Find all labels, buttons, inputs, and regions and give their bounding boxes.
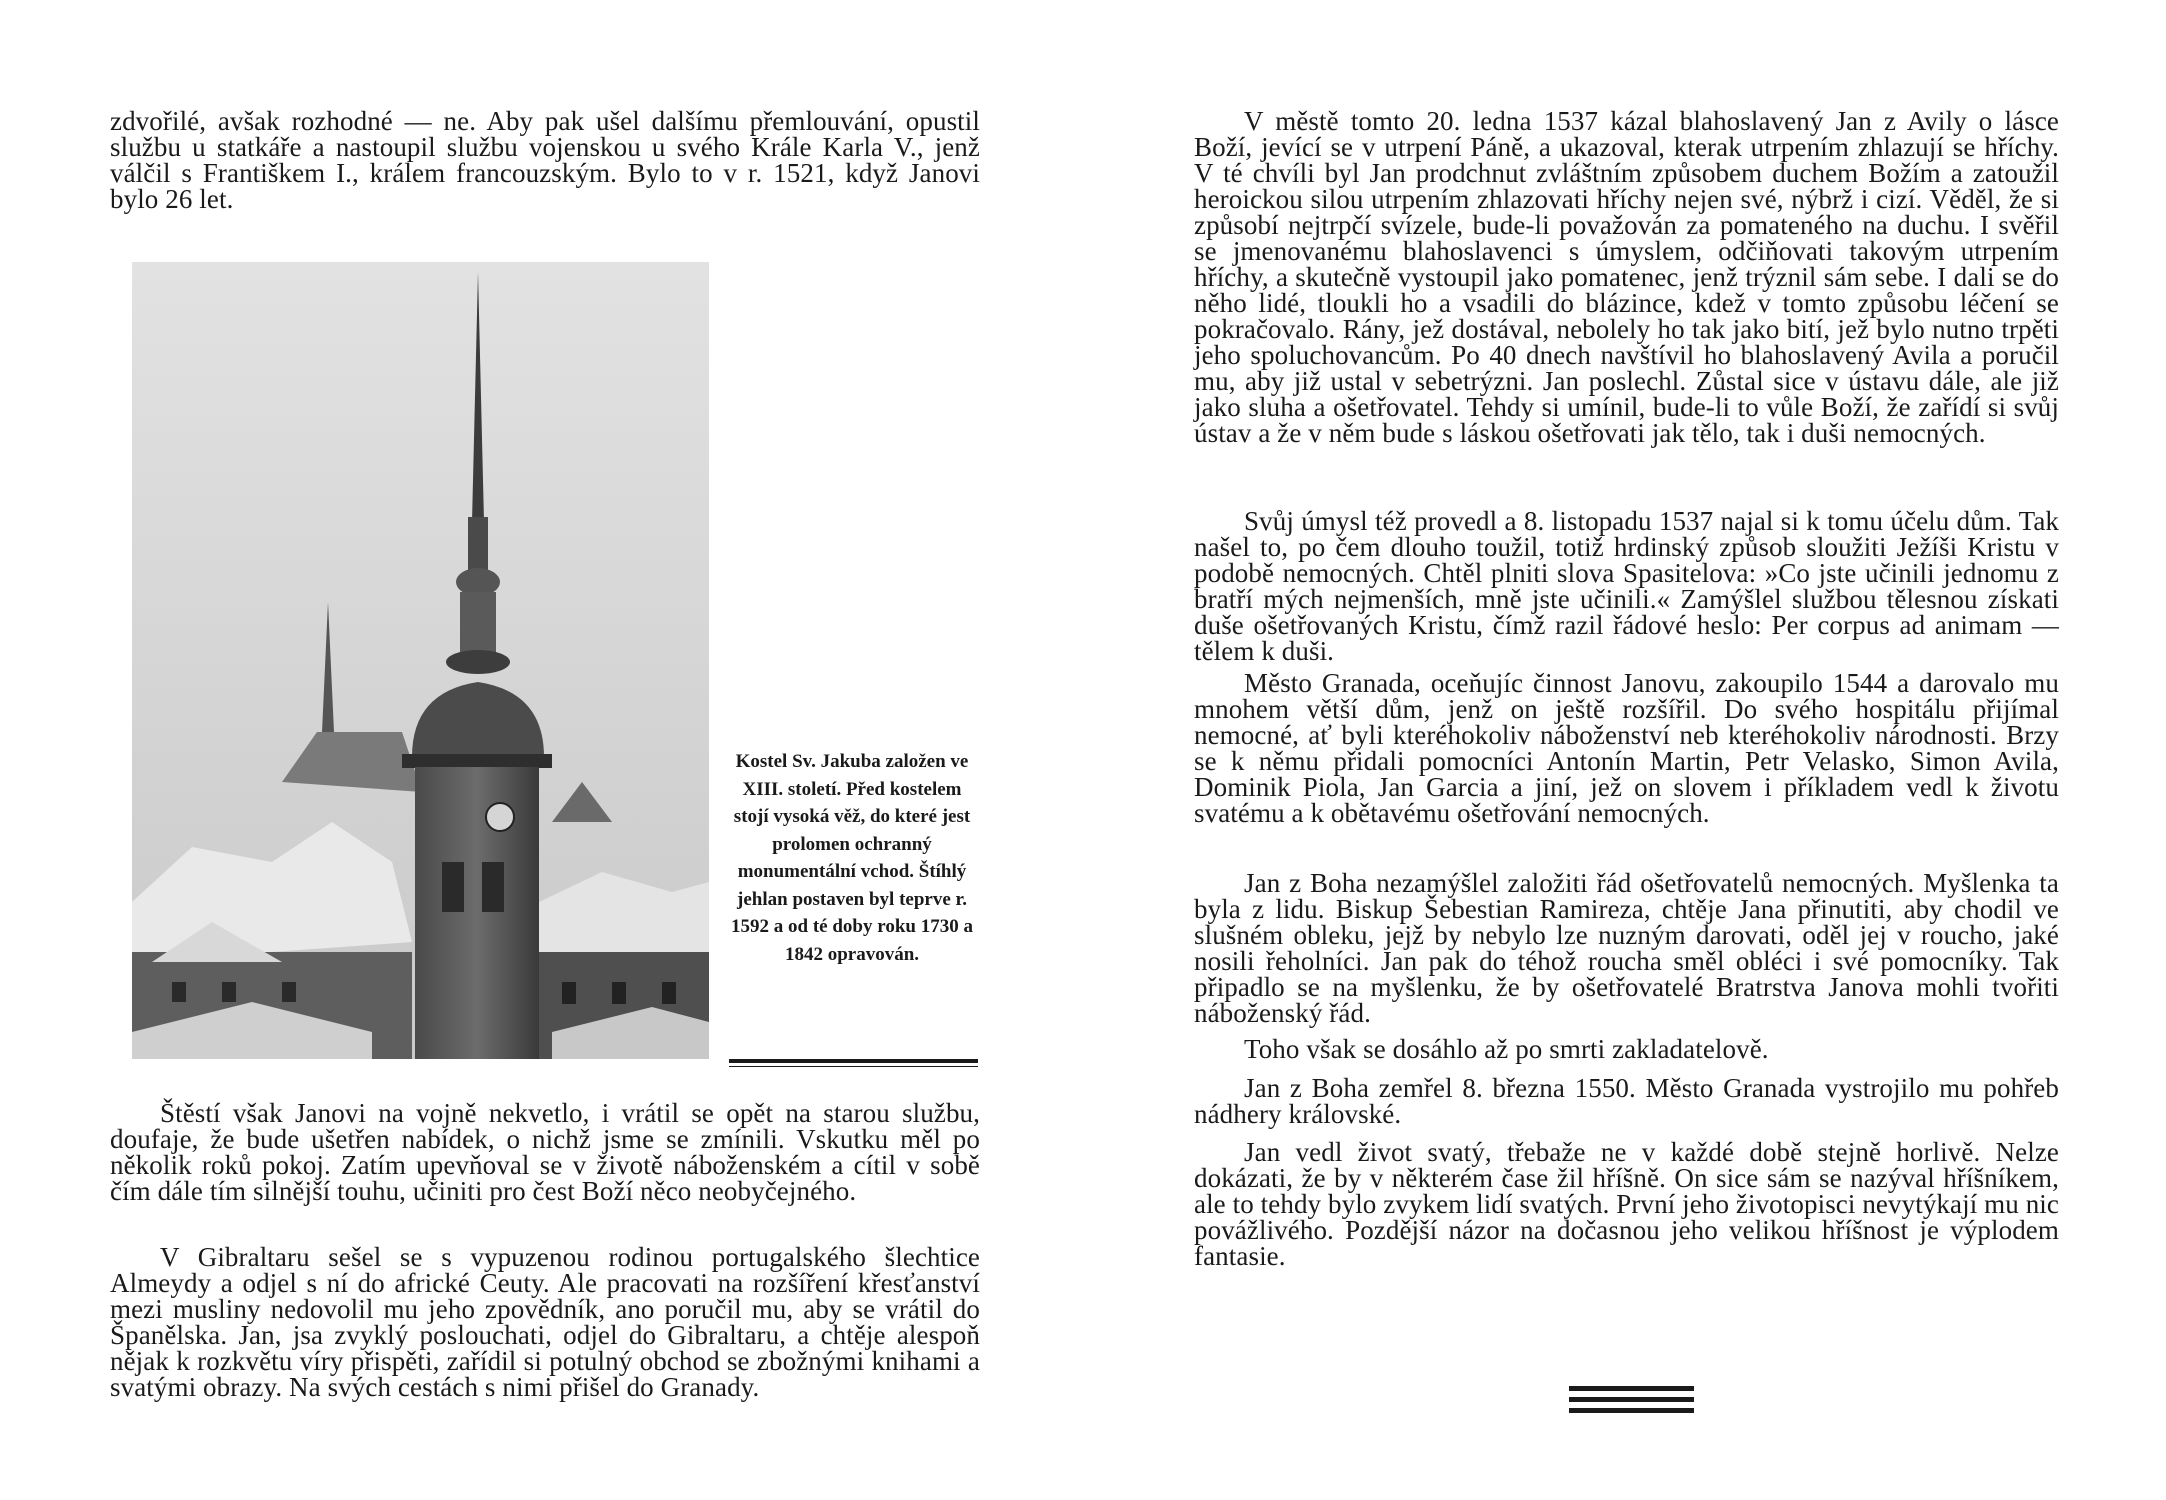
paragraph: Jan z Boha nezamýšlel založiti řád ošetřovatelů nemocných. Myšlenka ta byla z lidu. Biskup Šebestian Ramireza, chtěje Jana přinutiti, aby chodil ve slušném obleku, jejž by nebylo lze nuzným darovati, oděl jej v roucho, jaké nosili řeholníci. Jan pak do téhož roucha směl obléci i své pomocníky. Tak připadlo se na myšlenku, že by ošetřovatelé Bratrstva Janova mohli tvořiti náboženský řád. (1194, 868, 2059, 1028)
paragraph: Svůj úmysl též provedl a 8. listopadu 1537 najal si k tomu účelu dům. Tak našel to, po čem dlouho toužil, totiž hrdinský způsob sloužiti Ježíši Kristu v podobě nemocných. Chtěl plniti slova Spasitelova: »Co jste učinili jednomu z bratří mých nejmenších, mně jste učinili.« Zamýšlel službou tělesnou získati duše ošetřovaných Kristu, čímž razil řádové heslo: Per corpus ad animam — tělem k duši. (1194, 506, 2059, 666)
photo-caption: Kostel Sv. Jakuba založen ve XIII. století. Před kostelem stojí vysoká věž, do které jest prolomen ochranný monumentální vchod. Štíhlý jehlan postaven byl teprve r. 1592 a od té doby roku 1730 a 1842 opravován. (731, 751, 973, 965)
end-ornament (1569, 1386, 1694, 1419)
paragraph: zdvořilé, avšak rozhodné — ne. Aby pak ušel dalšímu přemlouvání, opustil službu u statkáře a nastoupil službu vojenskou u svého Krále Karla V., jenž válčil s Františkem I., králem francouzským. Bylo to v r. 1521, když Janovi bylo 26 let. (110, 106, 980, 214)
paragraph: V městě tomto 20. ledna 1537 kázal blahoslavený Jan z Avily o lásce Boží, jevící se v utrpení Páně, a ukazoval, kterak utrpením zhlazují se hříchy. V té chvíli byl Jan prodchnut zvláštním způsobem duchem Božím a zatoužil heroickou silou utrpením zhlazovati hříchy nejen své, nýbrž i cizí. Věděl, že si způsobí nejtrpčí svízele, bude-li považován za pomateného na duchu. I svěřil se jmenovanému blahoslavenci s úmyslem, odčiňovati takovým utrpením hříchy, a skutečně vystoupil jako pomatenec, jenž trýznil sám sebe. I dali se do něho lidé, tloukli ho a vsadili do blázince, kdež v tomto způsobu léčení se pokračovalo. Rány, jež dostával, nebolely ho tak jako bití, jež bylo nutno trpěti jeho spoluchovancům. Po 40 dnech navštívil ho blahoslavený Avila a poručil mu, aby již ustal v sebetrýzni. Jan poslechl. Zůstal sice v ústavu dále, ale již jako sluha a ošetřovatel. Tehdy si umínil, bude-li to vůle Boží, že zařídí si svůj ústav a že v něm bude s láskou ošetřovati jak tělo, tak i duši nemocných. (1194, 106, 2059, 448)
paragraph: V Gibraltaru sešel se s vypuzenou rodinou portugalského šlechtice Almeydy a odjel s ní do africké Ceuty. Ale pracovati na rozšíření křesťanství mezi musliny nedovolil mu jeho zpovědník, ano poručil mu, aby se vrátil do Španělska. Jan, jsa zvyklý poslouchati, odjel do Gibraltaru, a chtěje alespoň nějak k rozkvětu víry přispěti, zařídil si potulný obchod se zbožnými knihami a svatými obrazy. Na svých cestách s nimi přišel do Granady. (110, 1242, 980, 1402)
paragraph: Toho však se dosáhlo až po smrti zakladatelově. (1244, 1034, 1769, 1064)
paragraph: Jan z Boha zemřel 8. března 1550. Město Granada vystrojilo mu pohřeb nádhery královské. (1194, 1073, 2059, 1129)
paragraph: Štěstí však Janovi na vojně nekvetlo, i vrátil se opět na starou službu, doufaje, že bude ušetřen nabídek, o nichž jsme se zmínili. Vskutku měl po několik roků pokoj. Zatím upevňoval se v životě náboženském a cítil v sobě čím dále tím silnější touhu, učiniti pro čest Boží něco neobyčejného. (110, 1098, 980, 1206)
paragraph: Město Granada, oceňujíc činnost Janovu, zakoupilo 1544 a darovalo mu mnohem větší dům, jenž on ještě rozšířil. Do svého hospitálu přijímal nemocné, ať byli kteréhokoliv náboženství neb kteréhokoliv národnosti. Brzy se k němu přidali pomocníci Antonín Martin, Petr Velasko, Simon Avila, Dominik Piola, Jan Garcia a jiní, jež on slovem i příkladem vedl k životu svatému a k obětavému ošetřování nemocných. (1194, 668, 2059, 828)
church-photo (132, 262, 709, 1059)
right-page (1083, 0, 2166, 1500)
caption-rule (729, 1059, 978, 1063)
paragraph: Jan vedl život svatý, třebaže ne v každé době stejně horlivě. Nelze dokázati, že by v některém čase žil hříšně. On sice sám se nazýval hříšníkem, ale to tehdy bylo zvykem lidí svatých. První jeho životopisci nevytýkají mu nic povážlivého. Pozdější názor na dočasnou jeho velikou hříšnost je výplodem fantasie. (1194, 1137, 2059, 1271)
